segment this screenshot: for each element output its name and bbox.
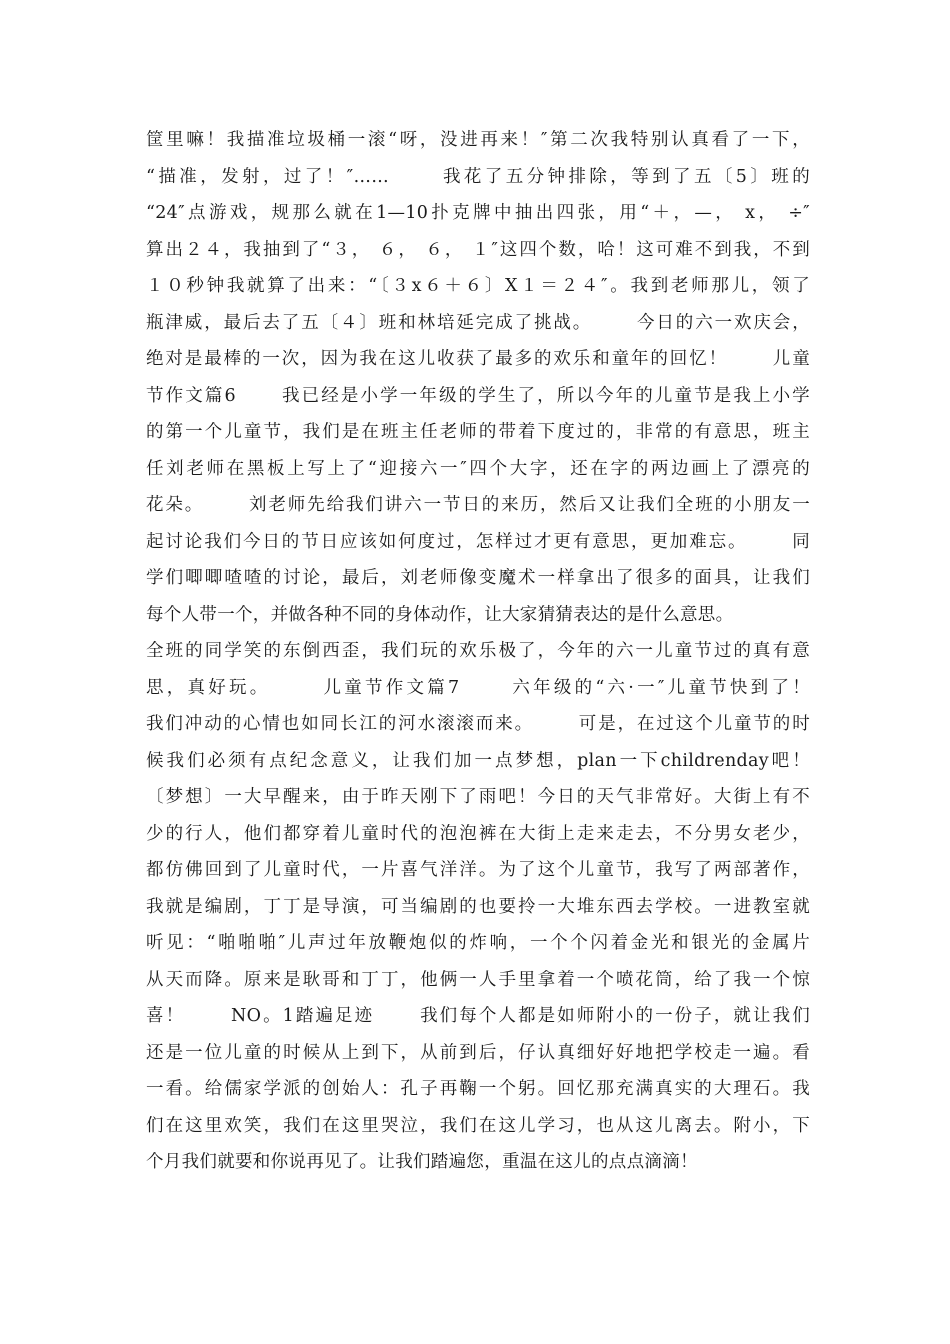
text-line: 一看。给儒家学派的创始人：孔子再鞠一个躬。回忆那充满真实的大理石。我: [146, 1079, 810, 1099]
text-line: 花朵。 刘老师先给我们讲六一节日的来历，然后又让我们全班的小朋友一: [146, 495, 810, 515]
text-line: “描准，发射，过了！″…… 我花了五分钟排除，等到了五〔5〕班的: [146, 166, 810, 187]
text-line: 个月我们就要和你说再见了。让我们踏遍您，重温在这儿的点点滴滴！: [146, 1152, 698, 1172]
text-line: 的第一个儿童节，我们是在班主任老师的带着下度过的，非常的有意思，班主: [146, 422, 810, 442]
body-text: [146, 122, 810, 1181]
text-line: 任刘老师在黑板上写上了“迎接六一″四个大字，还在字的两边画上了漂亮的: [146, 458, 810, 479]
text-line: 起讨论我们今日的节日应该如何度过，怎样过才更有意思，更加难忘。 同: [146, 531, 810, 552]
text-line: 从天而降。原来是耿哥和丁丁，他俩一人手里拿着一个喷花筒，给了我一个惊: [146, 969, 810, 990]
text-line: 我就是编剧，丁丁是导演，可当编剧的也要拎一大堆东西去学校。一进教室就: [146, 896, 810, 917]
text-line: １０秒钟我就算了出来：“〔３x６＋６〕X１＝２４″。我到老师那儿，领了: [146, 276, 810, 296]
text-line: 瓶津威，最后去了五〔４〕班和林培延完成了挑战。 今日的六一欢庆会，: [146, 312, 810, 333]
text-line: 绝对是最棒的一次，因为我在这儿收获了最多的欢乐和童年的回忆！ 儿童: [146, 349, 810, 369]
text-line: “24″点游戏，规那么就在1—10扑克牌中抽出四张，用“＋，—， x， ÷″: [146, 203, 810, 223]
text-line: 〔梦想〕一大早醒来，由于昨天刚下了雨吧！今日的天气非常好。大街上有不: [146, 787, 810, 807]
text-line: 喜！ NO。1踏遍足迹 我们每个人都是如师附小的一份子，就让我们: [146, 1006, 810, 1026]
text-line: 少的行人，他们都穿着儿童时代的泡泡裤在大街上走来走去，不分男女老少，: [146, 823, 810, 844]
text-line: 算出２４，我抽到了“３， ６， ６， １″这四个数，哈！这可难不到我，不到: [146, 239, 810, 260]
text-line: 听见：“啪啪啪″儿声过年放鞭炮似的炸响，一个个闪着金光和银光的金属片: [146, 933, 810, 953]
text-line: 还是一位儿童的时候从上到下，从前到后，仔认真细好好地把学校走一遍。看: [146, 1042, 810, 1063]
text-line: 都仿佛回到了儿童时代，一片喜气洋洋。为了这个儿童节，我写了两部著作，: [146, 860, 810, 880]
text-line: 每个人带一个，并做各种不同的身体动作，让大家猜猜表达的是什么意思。: [146, 604, 734, 625]
text-line: 节作文篇6 我已经是小学一年级的学生了，所以今年的儿童节是我上小学: [146, 385, 810, 406]
text-line: 学们唧唧喳喳的讨论，最后，刘老师像变魔术一样拿出了很多的面具，让我们: [146, 568, 810, 588]
text-line: 全班的同学笑的东倒西歪，我们玩的欢乐极了，今年的六一儿童节过的真有意: [146, 641, 810, 661]
text-line: 们在这里欢笑，我们在这里哭泣，我们在这儿学习，也从这儿离去。附小，下: [146, 1115, 810, 1136]
text-line: 候我们必须有点纪念意义，让我们加一点梦想，plan一下childrenday吧！: [146, 750, 810, 771]
text-line: 筐里嘛！我描准垃圾桶一滚“呀，没进再来！″第二次我特别认真看了一下，: [146, 130, 810, 150]
text-line: 我们冲动的心情也如同长江的河水滚滚而来。 可是，在过这个儿童节的时: [146, 714, 810, 734]
text-line: 思，真好玩。 儿童节作文篇7 六年级的“六·一″儿童节快到了！: [146, 677, 810, 698]
